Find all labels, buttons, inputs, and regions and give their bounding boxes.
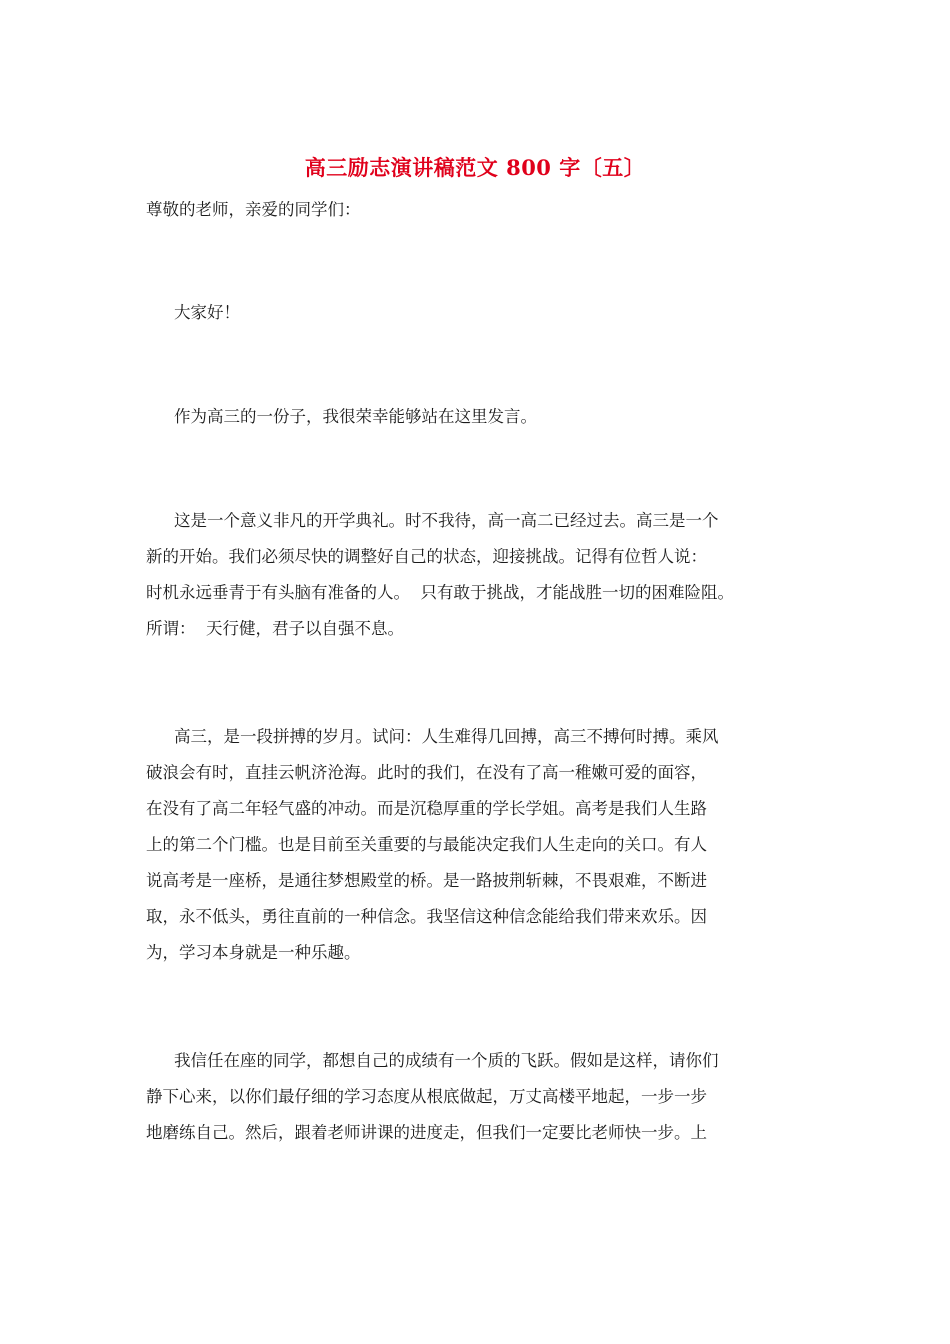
paragraph-1: 作为高三的一份子，我很荣幸能够站在这里发言。 <box>174 407 537 426</box>
document-title: 高三励志演讲稿范文 800 字〔五〕 <box>304 155 646 180</box>
paragraph-4-line: 地磨练自己。然后，跟着老师讲课的进度走，但我们一定要比老师快一步。上 <box>146 1123 707 1142</box>
paragraph-3-line: 上的第二个门槛。也是目前至关重要的与最能决定我们人生走向的关口。有人 <box>146 835 707 854</box>
paragraph-4-line: 我信任在座的同学，都想自己的成绩有一个质的飞跃。假如是这样，请你们 <box>174 1051 719 1070</box>
paragraph-3-line: 为，学习本身就是一种乐趣。 <box>146 943 361 962</box>
paragraph-4-line: 静下心来，以你们最仔细的学习态度从根底做起，万丈高楼平地起，一步一步 <box>146 1087 707 1106</box>
paragraph-2-line: 时机永远垂青于有头脑有准备的人。 只有敢于挑战，才能战胜一切的困难险阻。 <box>146 583 734 602</box>
paragraph-3-line: 在没有了高二年轻气盛的冲动。而是沉稳厚重的学长学姐。高考是我们人生路 <box>146 799 707 818</box>
paragraph-2-line: 新的开始。我们必须尽快的调整好自己的状态，迎接挑战。记得有位哲人说： <box>146 547 707 566</box>
paragraph-3-line: 取，永不低头，勇往直前的一种信念。我坚信这种信念能给我们带来欢乐。因 <box>146 907 707 926</box>
paragraph-3-line: 破浪会有时，直挂云帆济沧海。此时的我们，在没有了高一稚嫩可爱的面容， <box>146 763 707 782</box>
paragraph-2-line: 这是一个意义非凡的开学典礼。时不我待，高一高二已经过去。高三是一个 <box>174 511 719 530</box>
paragraph-3-line: 高三，是一段拼搏的岁月。试问：人生难得几回搏，高三不搏何时搏。乘风 <box>174 727 719 746</box>
paragraph-3-line: 说高考是一座桥，是通往梦想殿堂的桥。是一路披荆斩棘，不畏艰难，不断进 <box>146 871 707 890</box>
hello-line: 大家好！ <box>174 303 240 322</box>
greeting: 尊敬的老师，亲爱的同学们： <box>146 200 361 219</box>
paragraph-2-line: 所谓： 天行健，君子以自强不息。 <box>146 619 404 638</box>
